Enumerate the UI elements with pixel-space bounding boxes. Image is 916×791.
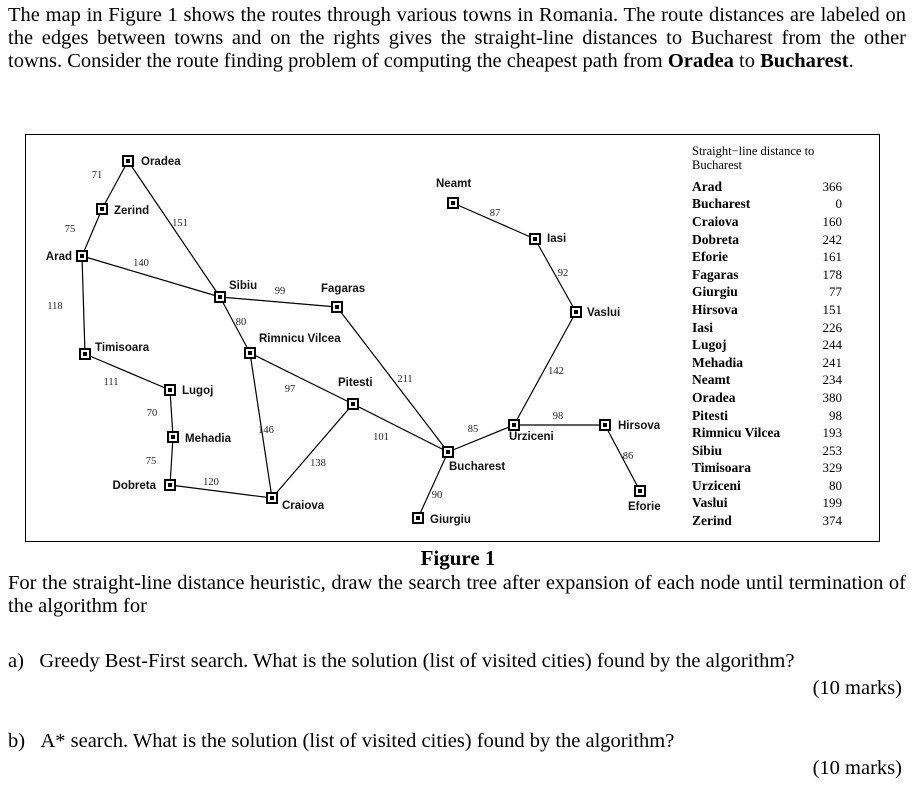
sld-row	[692, 442, 842, 460]
road-bucharest-giurgiu	[418, 452, 448, 518]
sld-city-name: Oradea	[692, 389, 736, 405]
city-name-pitesti: Pitesti	[338, 377, 373, 389]
intro-goal-city: Bucharest	[760, 50, 849, 72]
distance-label-iasi-neamt: 87	[489, 208, 501, 219]
sld-row	[692, 231, 842, 249]
distance-label-sibiu-rimnicu: 80	[235, 317, 247, 328]
sld-distance-value: 178	[822, 266, 842, 282]
sld-distance-value: 244	[822, 337, 842, 353]
city-node-arad	[76, 250, 88, 262]
sld-row	[692, 284, 842, 302]
sld-city-name: Fagaras	[692, 266, 739, 282]
roads-layer	[82, 161, 640, 518]
distance-label-urziceni-vaslui: 142	[548, 366, 564, 377]
city-node-zerind	[96, 203, 108, 215]
sld-row	[692, 301, 842, 319]
sld-city-name: Eforie	[692, 249, 728, 265]
city-node-urziceni	[508, 419, 520, 431]
sld-row	[692, 213, 842, 231]
intro-period: .	[848, 50, 854, 72]
city-node-bucharest	[442, 446, 454, 458]
sld-distance-value: 193	[822, 425, 842, 441]
distance-label-rimnicu-craiova: 146	[258, 425, 274, 436]
city-name-eforie: Eforie	[628, 501, 661, 513]
sld-table	[692, 178, 842, 530]
road-oradea-zerind	[102, 161, 128, 209]
question-a-label: a)	[8, 650, 24, 672]
city-name-neamt: Neamt	[436, 178, 472, 190]
city-name-vaslui: Vaslui	[587, 307, 621, 319]
intro-text: The map in Figure 1 shows the routes through various towns in Romania. The route distances are labeled on the edges between towns and on the rights gives the straight-line distances to Bucharest from the other towns. Consider the route finding problem of computing the cheapest path from	[8, 4, 906, 72]
road-urziceni-vaslui	[514, 312, 576, 425]
city-node-oradea	[122, 155, 134, 167]
city-node-vaslui	[570, 306, 582, 318]
intro-start-city: Oradea	[667, 50, 734, 72]
distance-label-rimnicu-pitesti: 97	[284, 384, 296, 395]
distance-label-bucharest-urziceni: 85	[467, 424, 479, 435]
city-node-neamt	[447, 197, 459, 209]
distance-label-sibiu-fagaras: 99	[274, 286, 286, 297]
sld-distance-value: 241	[822, 354, 842, 370]
road-timisoara-lugoj	[85, 354, 170, 390]
city-node-giurgiu	[412, 512, 424, 524]
road-sibiu-fagaras	[220, 297, 337, 307]
road-arad-timisoara	[82, 256, 85, 354]
question-b	[8, 730, 906, 753]
sld-city-name: Pitesti	[692, 407, 728, 423]
sld-city-name: Zerind	[692, 513, 732, 529]
sld-row	[692, 389, 842, 407]
city-node-fagaras	[331, 301, 343, 313]
road-mehadia-dobreta	[170, 437, 173, 485]
sld-city-name: Rimnicu Vilcea	[692, 425, 781, 441]
city-name-hirsova: Hirsova	[618, 420, 661, 432]
sld-row	[692, 248, 842, 266]
romania-map	[25, 134, 685, 539]
distance-label-zerind-arad: 75	[64, 224, 76, 235]
road-vaslui-iasi	[535, 239, 576, 312]
sld-row	[692, 266, 842, 284]
sld-city-name: Craiova	[692, 213, 739, 229]
sld-city-name: Iasi	[692, 319, 714, 335]
distance-label-timisoara-lugoj: 111	[103, 377, 119, 388]
sld-city-name: Hirsova	[692, 301, 738, 317]
city-node-mehadia	[167, 431, 179, 443]
road-lugoj-mehadia	[170, 390, 173, 437]
city-name-zerind: Zerind	[114, 205, 150, 217]
sld-city-name: Arad	[692, 178, 722, 194]
city-name-lugoj: Lugoj	[182, 385, 214, 397]
road-pitesti-bucharest	[353, 404, 448, 452]
intro-paragraph	[8, 4, 906, 73]
city-name-urziceni: Urziceni	[509, 431, 554, 443]
sld-distance-value: 253	[822, 442, 842, 458]
city-name-timisoara: Timisoara	[95, 342, 150, 354]
sld-city-name: Giurgiu	[692, 284, 738, 300]
sld-distance-value: 234	[822, 372, 842, 388]
question-a-text: Greedy Best-First search. What is the solution (list of visited cities) found by the algorithm?	[39, 650, 795, 672]
city-name-mehadia: Mehadia	[185, 433, 232, 445]
sld-row	[692, 495, 842, 513]
city-name-sibiu: Sibiu	[229, 280, 258, 292]
road-oradea-sibiu	[128, 161, 220, 297]
city-name-craiova: Craiova	[282, 500, 325, 512]
road-arad-sibiu	[82, 256, 220, 297]
city-name-fagaras: Fagaras	[321, 283, 366, 295]
city-name-giurgiu: Giurgiu	[430, 514, 471, 526]
figure-caption: Figure 1	[420, 546, 496, 570]
city-name-dobreta: Dobreta	[112, 480, 156, 492]
question-a	[8, 650, 906, 673]
city-node-timisoara	[79, 348, 91, 360]
road-dobreta-craiova	[170, 485, 272, 498]
distance-label-urziceni-hirsova: 98	[552, 411, 564, 422]
distance-label-pitesti-bucharest: 101	[373, 432, 389, 443]
distance-label-arad-timisoara: 118	[47, 301, 63, 312]
sld-row	[692, 178, 842, 196]
sld-row	[692, 407, 842, 425]
sld-city-name: Urziceni	[692, 477, 741, 493]
question-a-marks: (10 marks)	[812, 677, 902, 699]
distance-label-hirsova-eforie: 86	[622, 451, 634, 462]
sld-city-name: Lugoj	[692, 337, 727, 353]
sld-row	[692, 196, 842, 214]
distance-label-bucharest-giurgiu: 90	[431, 490, 443, 501]
distance-label-vaslui-iasi: 92	[557, 268, 569, 279]
sld-distance-value: 151	[822, 301, 842, 317]
distance-label-craiova-pitesti: 138	[310, 458, 326, 469]
sld-distance-value: 77	[829, 284, 842, 300]
city-node-rimnicu	[244, 347, 256, 359]
sld-distance-value: 380	[822, 389, 842, 405]
sld-distance-value: 374	[822, 513, 842, 529]
distance-label-oradea-sibiu: 151	[172, 218, 188, 229]
sld-distance-value: 199	[822, 495, 842, 511]
distance-label-fagaras-bucharest: 211	[397, 374, 413, 385]
sld-city-name: Neamt	[692, 372, 731, 388]
city-node-pitesti	[347, 398, 359, 410]
sld-row	[692, 460, 842, 478]
sld-row	[692, 512, 842, 530]
city-name-iasi: Iasi	[547, 233, 567, 245]
sld-city-name: Sibiu	[692, 442, 723, 458]
city-name-arad: Arad	[45, 251, 72, 263]
distance-label-arad-sibiu: 140	[133, 258, 149, 269]
sld-distance-value: 80	[829, 477, 842, 493]
city-names-layer	[46, 156, 661, 526]
city-node-sibiu	[214, 291, 226, 303]
city-node-dobreta	[164, 479, 176, 491]
city-name-bucharest: Bucharest	[449, 461, 506, 473]
question-b-label: b)	[8, 730, 26, 752]
sld-distance-value: 98	[829, 407, 842, 423]
sld-city-name: Bucharest	[692, 196, 751, 212]
road-craiova-pitesti	[272, 404, 353, 498]
sld-city-name: Dobreta	[692, 231, 739, 247]
distance-label-dobreta-craiova: 120	[203, 477, 219, 488]
sld-row	[692, 354, 842, 372]
city-node-eforie	[634, 485, 646, 497]
distance-label-oradea-zerind: 71	[91, 170, 103, 181]
sld-row	[692, 477, 842, 495]
sld-row	[692, 336, 842, 354]
distance-label-mehadia-dobreta: 75	[145, 456, 157, 467]
sld-city-name: Vaslui	[692, 495, 728, 511]
city-node-iasi	[529, 233, 541, 245]
question-b-text: A* search. What is the solution (list of visited cities) found by the algorithm?	[40, 730, 675, 752]
task-paragraph: For the straight-line distance heuristic, draw the search tree after expansion of each node until termination of the algorithm for	[8, 572, 906, 617]
sld-city-name: Timisoara	[692, 460, 752, 476]
sld-row	[692, 319, 842, 337]
sld-row	[692, 372, 842, 390]
question-b-marks: (10 marks)	[812, 757, 902, 779]
sld-distance-value: 366	[822, 178, 842, 194]
sld-distance-value: 329	[822, 460, 842, 476]
road-zerind-arad	[82, 209, 102, 256]
sld-table-title: Straight−line distance to Bucharest	[692, 144, 815, 172]
city-node-lugoj	[164, 384, 176, 396]
sld-distance-value: 226	[822, 319, 842, 335]
sld-city-name: Mehadia	[692, 354, 744, 370]
sld-distance-value: 0	[835, 196, 842, 212]
sld-row	[692, 424, 842, 442]
city-node-hirsova	[599, 419, 611, 431]
intro-connector: to	[733, 50, 761, 72]
distance-label-lugoj-mehadia: 70	[146, 408, 158, 419]
city-name-oradea: Oradea	[141, 156, 181, 168]
sld-distance-value: 161	[822, 249, 842, 265]
city-node-craiova	[266, 492, 278, 504]
sld-distance-value: 242	[822, 231, 842, 247]
road-bucharest-urziceni	[448, 425, 514, 452]
sld-distance-value: 160	[822, 213, 842, 229]
city-name-rimnicu: Rimnicu Vilcea	[259, 333, 341, 345]
